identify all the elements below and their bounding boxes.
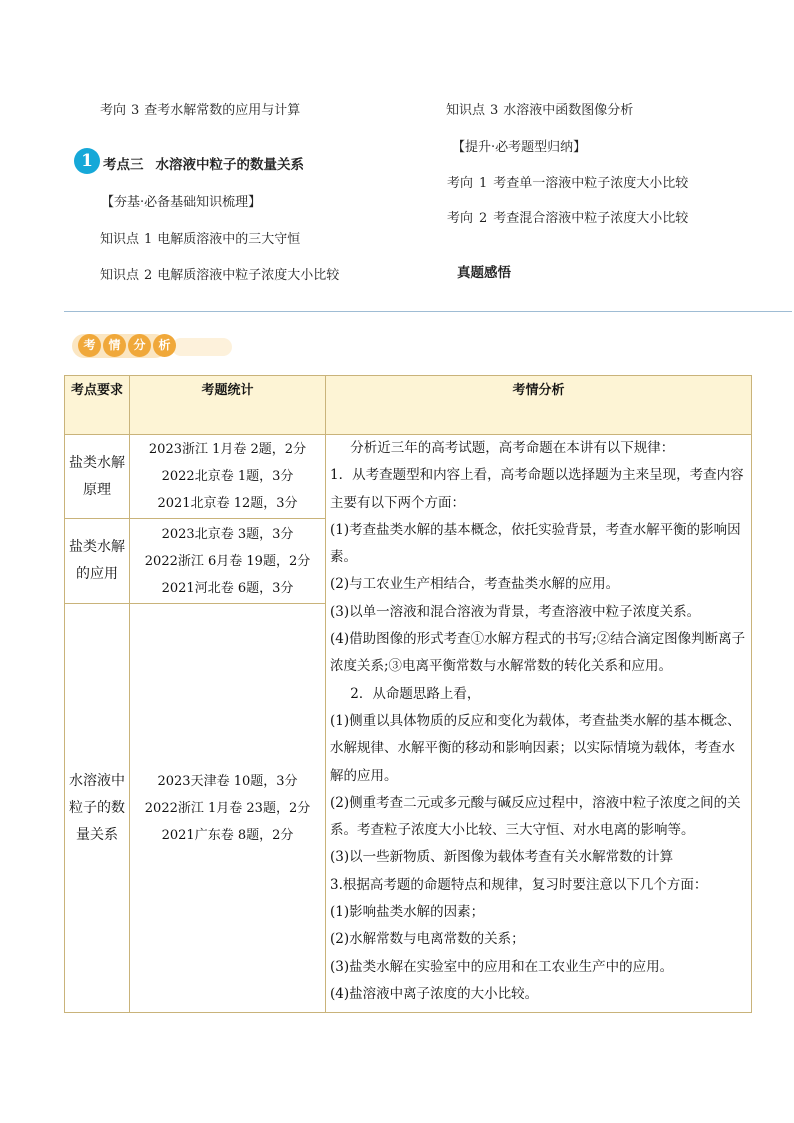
toc-knowledge-point-2[interactable]: 知识点 2 电解质溶液中粒子浓度大小比较 <box>100 268 340 283</box>
analysis-paragraph: (2)与工农业生产相结合，考查盐类水解的应用。 <box>330 576 620 593</box>
analysis-paragraph: (3)以单一溶液和混合溶液为背景，考查溶液中粒子浓度关系。 <box>330 603 701 620</box>
section-number-badge: 1 <box>74 148 100 174</box>
analysis-paragraph: 1．从考查题型和内容上看，高考命题以选择题为主来呈现，考查内容主要有以下两个方面： <box>330 467 744 511</box>
header-statistics: 考题统计 <box>130 376 326 435</box>
analysis-paragraph: (3)以一些新物质、新图像为载体考查有关水解常数的计算 <box>330 849 674 866</box>
toc-foundation-heading: 【夯基·必备基础知识梳理】 <box>101 195 262 210</box>
statistics-cell <box>130 604 326 1013</box>
toc-item-direction-3[interactable]: 考向 3 查考水解常数的应用与计算 <box>100 103 301 118</box>
analysis-paragraph: 分析近三年的高考试题，高考命题在本讲有以下规律： <box>350 440 675 456</box>
banner-char: 分 <box>128 334 151 357</box>
section-divider <box>64 311 792 312</box>
statistics-cell <box>130 435 326 519</box>
header-requirement: 考点要求 <box>65 376 130 435</box>
stat-line: 2021北京卷 12题，3分 <box>157 496 298 511</box>
analysis-paragraph: (1)考查盐类水解的基本概念，依托实验背景，考查水解平衡的影响因素。 <box>330 521 741 566</box>
analysis-paragraph: (1)侧重以具体物质的反应和变化为载体，考查盐类水解的基本概念、水解规律、水解平衡的移动和影响因素；以实际情境为载体，考查水解的应用。 <box>330 712 741 784</box>
stat-line: 2023北京卷 3题，3分 <box>161 526 294 542</box>
statistics-cell <box>130 519 326 604</box>
analysis-paragraph: (2)水解常数与电离常数的关系； <box>330 931 525 948</box>
analysis-paragraph: (4)盐溶液中离子浓度的大小比较。 <box>330 985 539 1002</box>
stat-line: 2022北京卷 1题，3分 <box>161 469 294 484</box>
header-analysis: 考情分析 <box>326 376 752 435</box>
analysis-cell <box>326 435 752 1013</box>
analysis-paragraph: 2．从命题思路上看， <box>350 685 481 702</box>
toc-real-exam[interactable]: 真题感悟 <box>457 265 511 281</box>
analysis-paragraph: (3)盐类水解在实验室中的应用和在工农业生产中的应用。 <box>330 958 674 975</box>
table-row <box>65 435 752 519</box>
requirement-cell: 盐类水解的应用 <box>65 519 130 604</box>
analysis-paragraph: (2)侧重考查二元或多元酸与碱反应过程中，溶液中粒子浓度之间的关系。考查粒子浓度大小比较、三大守恒、对水电离的影响等。 <box>330 794 741 839</box>
banner-char: 析 <box>153 334 176 357</box>
banner-decoration <box>172 338 232 356</box>
analysis-paragraph: (1)影响盐类水解的因素； <box>330 904 485 921</box>
toc-direction-1[interactable]: 考向 1 考查单一溶液中粒子浓度大小比较 <box>447 176 689 191</box>
stat-line: 2023浙江 1月卷 2题，2分 <box>148 442 307 457</box>
banner-char: 考 <box>78 334 101 357</box>
table-header-row <box>65 376 752 435</box>
exam-analysis-table <box>64 375 752 1013</box>
toc-improve-heading: 【提升·必考题型归纳】 <box>452 140 587 155</box>
analysis-paragraph: (4)借助图像的形式考查①水解方程式的书写;②结合滴定图像判断离子浓度关系;③电离平衡常数与水解常数的转化关系和应用。 <box>330 631 746 675</box>
stat-line: 2021河北卷 6题，3分 <box>161 580 294 596</box>
toc-knowledge-point-3[interactable]: 知识点 3 水溶液中函数图像分析 <box>446 103 634 118</box>
toc-section-heading[interactable]: 考点三 水溶液中粒子的数量关系 <box>103 157 304 173</box>
requirement-cell: 盐类水解原理 <box>65 435 130 519</box>
stat-line: 2022浙江 6月卷 19题，2分 <box>144 553 311 569</box>
stat-line: 2023天津卷 10题，3分 <box>157 773 298 789</box>
toc-knowledge-point-1[interactable]: 知识点 1 电解质溶液中的三大守恒 <box>100 232 301 247</box>
stat-line: 2022浙江 1月卷 23题，2分 <box>144 800 311 816</box>
analysis-paragraph: 3.根据高考题的命题特点和规律，复习时要注意以下几个方面： <box>330 876 708 893</box>
banner-char: 情 <box>103 334 126 357</box>
requirement-cell: 水溶液中粒子的数量关系 <box>65 604 130 1013</box>
stat-line: 2021广东卷 8题，2分 <box>161 827 294 843</box>
toc-direction-2[interactable]: 考向 2 考查混合溶液中粒子浓度大小比较 <box>447 211 689 226</box>
